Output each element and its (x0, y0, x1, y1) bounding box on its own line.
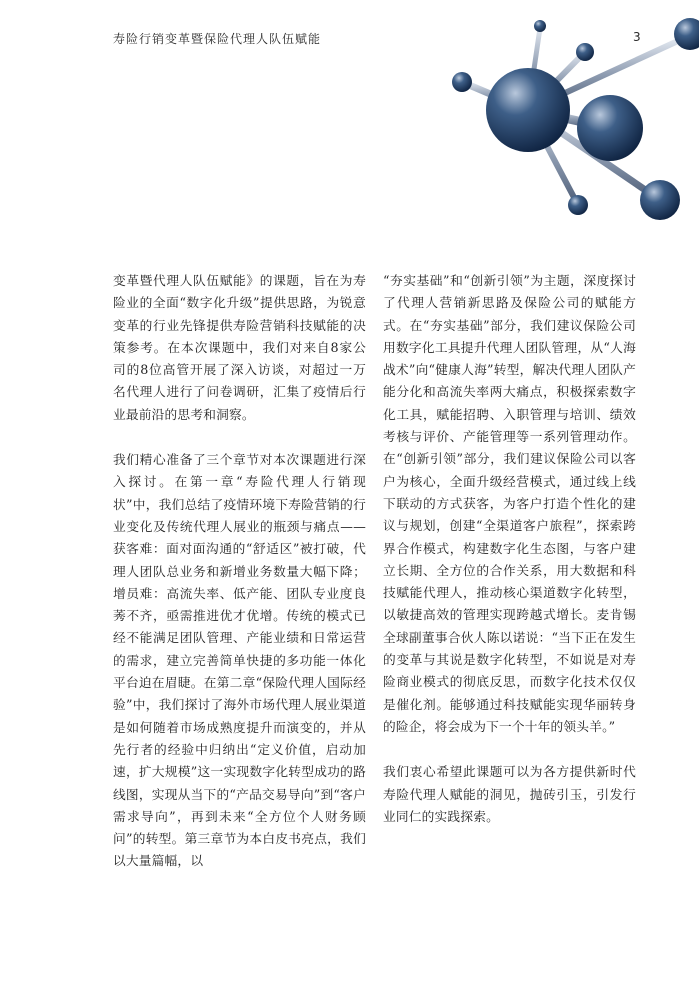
running-header: 寿险行销变革暨保险代理人队伍赋能 (113, 32, 322, 46)
molecule-illustration (0, 0, 699, 260)
body-paragraph: 变革暨代理人队伍赋能》的课题，旨在为寿险业的全面“数字化升级”提供思路，为锐意变革的行业先锋提供寿险营销科技赋能的决策参考。在本次课题中，我们对来自8家公司的8位高管开展了深入访谈，对超过一万名代理人进行了问卷调研，汇集了疫情后行业最前沿的思考和洞察。 (113, 273, 366, 422)
body-paragraph: 我们衷心希望此课题可以为各方提供新时代寿险代理人赋能的洞见，抛砖引玉，引发行业同仁的实践探索。 (383, 764, 636, 824)
left-column (113, 270, 366, 896)
molecule-center-atom (486, 68, 570, 152)
body-paragraph: 我们精心准备了三个章节对本次课题进行深入探讨。在第一章“寿险代理人行销现状”中，我们总结了疫情环境下寿险营销的行业变化及传统代理人展业的瓶颈与痛点——获客难：面对面沟通的“舒适区”被打破，代理人团队总业务和新增业务数量大幅下降；增员难：高流失率、低产能、团队专业度良莠不齐，亟需推进优才优增。传统的模式已经不能满足团队管理、产能业绩和日常运营的需求，建立完善简单快捷的多功能一体化平台迫在眉睫。在第二章“保险代理人国际经验”中，我们探讨了海外市场代理人展业渠道是如何随着市场成熟度提升而演变的，并从先行者的经验中归纳出“定义价值，启动加速，扩大规模”这一实现数字化转型成功的路线图，实现从当下的“产品交易导向”到“客户需求导向”，再到未来“全方位个人财务顾问”的转型。第三章节为本白皮书亮点，我们以大量篇幅，以 (113, 452, 366, 869)
right-column (383, 270, 636, 851)
page-number: 3 (633, 30, 641, 44)
body-paragraph: “夯实基础”和“创新引领”为主题，深度探讨了代理人营销新思路及保险公司的赋能方式。在“夯实基础”部分，我们建议保险公司用数字化工具提升代理人团队管理，从“人海战术”向“健康人海”转型，解决代理人团队产能分化和高流失率两大痛点，积极探索数字化工具，赋能招聘、入职管理与培训、绩效考核与评价、产能管理等一系列管理动作。在“创新引领”部分，我们建议保险公司以客户为核心，全面升级经营模式，通过线上线下联动的方式获客，为客户打造个性化的建议与规划，创建“全渠道客户旅程”，探索跨界合作模式，构建数字化生态图，与客户建立长期、全方位的合作关系，用大数据和科技赋能代理人，推动核心渠道数字化转型，以敏捷高效的管理实现跨越式增长。麦肯锡全球副董事合伙人陈以诺说：“当下正在发生的变革与其说是数字化转型，不如说是对寿险商业模式的彻底反思，而数字化技术仅仅是催化剂。能够通过科技赋能实现华丽转身的险企，将会成为下一个十年的领头羊。” (383, 273, 636, 734)
